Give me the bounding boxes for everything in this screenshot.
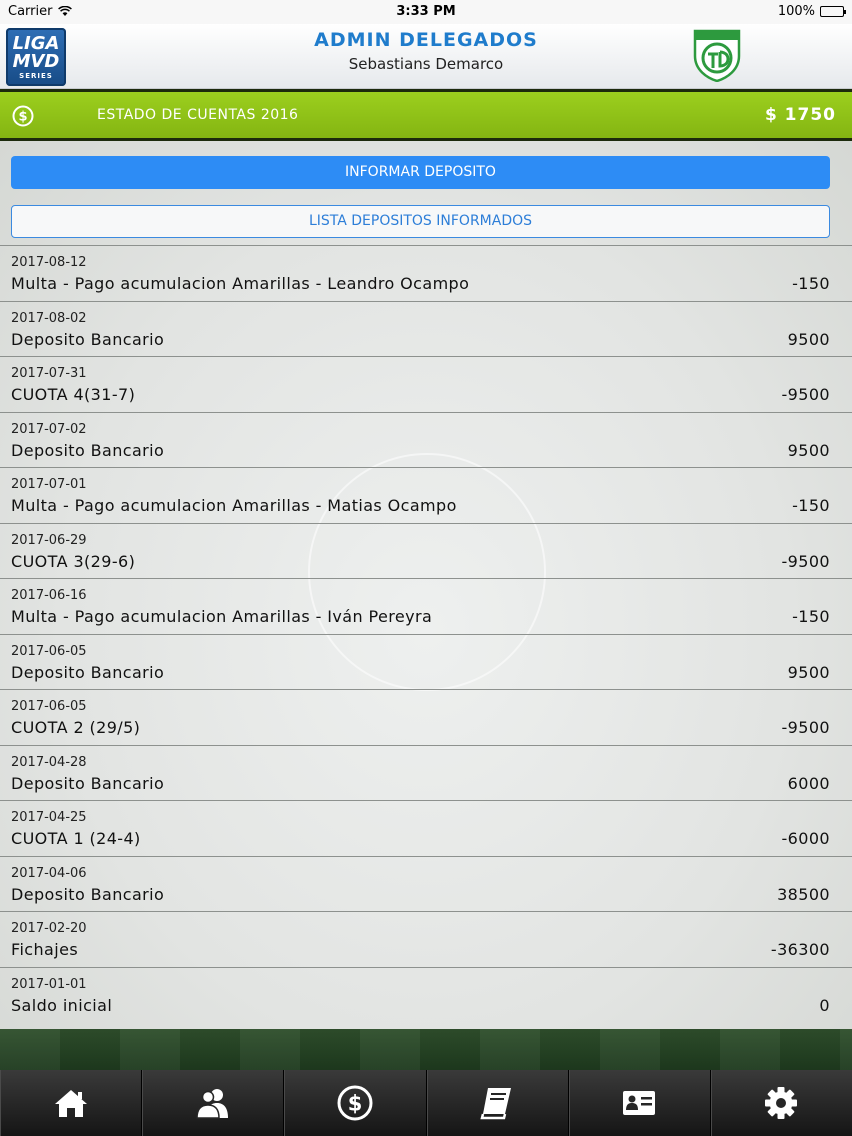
transaction-date: 2017-08-02 — [11, 310, 87, 326]
logo-text-line3: SERIES — [19, 71, 53, 80]
transaction-row[interactable] — [0, 745, 852, 801]
transaction-date: 2017-04-25 — [11, 810, 87, 825]
transaction-amount: -36300 — [770, 940, 830, 959]
transaction-date: 2017-04-28 — [11, 754, 87, 770]
tab-accounts[interactable] — [284, 1070, 426, 1136]
transaction-date: 2017-01-01 — [11, 976, 87, 992]
gear-icon — [762, 1084, 800, 1122]
transaction-date: 2017-07-01 — [11, 477, 87, 492]
dollar-circle-icon — [336, 1084, 374, 1122]
transaction-date: 2017-04-06 — [11, 865, 87, 881]
status-bar — [0, 0, 852, 24]
transaction-amount: -9500 — [781, 718, 830, 737]
grass-background — [0, 1029, 852, 1070]
transaction-row[interactable] — [0, 245, 852, 301]
transaction-row[interactable] — [0, 412, 852, 468]
tab-settings[interactable] — [711, 1070, 852, 1136]
transaction-amount: -9500 — [781, 551, 830, 571]
battery-indicator — [778, 4, 844, 19]
home-icon — [52, 1084, 90, 1122]
transaction-row[interactable] — [0, 911, 852, 967]
transaction-list — [0, 245, 852, 1022]
club-crest-icon — [691, 28, 743, 82]
tab-id-card[interactable] — [569, 1070, 711, 1136]
transaction-date: 2017-06-29 — [11, 532, 87, 548]
tab-players[interactable] — [142, 1070, 284, 1136]
transaction-row[interactable] — [0, 856, 852, 912]
transaction-amount: 0 — [819, 995, 830, 1015]
transaction-description: Multa - Pago acumulacion Amarillas - Leandro Ocampo — [11, 274, 470, 293]
book-icon — [478, 1084, 516, 1122]
transaction-description: Multa - Pago acumulacion Amarillas - Iván Pereyra — [11, 607, 433, 626]
transaction-date: 2017-07-02 — [11, 421, 87, 437]
transaction-amount: -6000 — [781, 829, 830, 848]
users-icon — [194, 1084, 232, 1122]
transaction-date: 2017-07-31 — [11, 366, 87, 381]
transaction-description: CUOTA 4(31-7) — [11, 385, 136, 404]
transaction-description: Deposito Bancario — [11, 662, 165, 682]
transaction-description: Deposito Bancario — [11, 329, 165, 349]
transaction-description: Fichajes — [11, 940, 79, 959]
battery-percent: 100% — [777, 4, 815, 19]
transaction-row[interactable] — [0, 356, 852, 412]
tab-home[interactable] — [0, 1070, 142, 1136]
svg-text:$: $ — [18, 109, 28, 125]
page-title: ADMIN DELEGADOS — [314, 29, 538, 51]
transaction-description: Deposito Bancario — [11, 773, 165, 793]
transaction-row[interactable] — [0, 578, 852, 634]
transaction-row[interactable] — [0, 301, 852, 357]
account-label: ESTADO DE CUENTAS 2016 — [97, 107, 299, 123]
transaction-description: Saldo inicial — [11, 995, 113, 1015]
transaction-date: 2017-06-05 — [11, 643, 87, 659]
transaction-amount: 9500 — [787, 440, 830, 460]
deposit-list-button[interactable]: LISTA DEPOSITOS INFORMADOS — [11, 205, 830, 238]
transaction-description: Deposito Bancario — [11, 884, 165, 904]
logo-text-line1: LIGA — [12, 32, 60, 54]
transaction-description: Multa - Pago acumulacion Amarillas - Matias Ocampo — [11, 496, 457, 515]
transaction-row[interactable] — [0, 689, 852, 745]
logo-text-line2: MVD — [12, 50, 60, 72]
transaction-row[interactable] — [0, 467, 852, 523]
transaction-date: 2017-06-16 — [11, 588, 87, 603]
tab-book[interactable] — [427, 1070, 569, 1136]
transaction-description: CUOTA 1 (24-4) — [11, 829, 141, 848]
transaction-amount: 6000 — [787, 773, 830, 793]
transaction-row[interactable] — [0, 523, 852, 579]
svg-text:$: $ — [347, 1091, 363, 1116]
transaction-amount: -9500 — [781, 385, 830, 404]
transaction-date: 2017-08-12 — [11, 255, 87, 270]
account-summary-bar[interactable] — [0, 89, 852, 141]
tab-bar — [0, 1070, 852, 1136]
transaction-row[interactable] — [0, 634, 852, 690]
transaction-amount: -150 — [792, 274, 830, 293]
carrier-label: Carrier — [8, 4, 53, 19]
app-header — [0, 24, 852, 89]
transaction-description: Deposito Bancario — [11, 440, 165, 460]
id-card-icon — [620, 1084, 658, 1122]
transaction-date: 2017-06-05 — [11, 699, 87, 714]
battery-icon — [820, 6, 844, 17]
user-name: Sebastians Demarco — [348, 55, 504, 73]
transaction-amount: 38500 — [777, 884, 830, 904]
transaction-amount: -150 — [792, 607, 830, 626]
transaction-amount: 9500 — [787, 662, 830, 682]
account-balance: $ 1750 — [764, 105, 836, 125]
transaction-row[interactable] — [0, 967, 852, 1023]
transaction-row[interactable] — [0, 800, 852, 856]
clock: 3:33 PM — [396, 4, 456, 19]
transaction-date: 2017-02-20 — [11, 921, 87, 936]
report-deposit-button[interactable]: INFORMAR DEPOSITO — [11, 156, 830, 189]
transactions-panel — [0, 141, 852, 1029]
transaction-amount: 9500 — [787, 329, 830, 349]
transaction-amount: -150 — [792, 496, 830, 515]
transaction-description: CUOTA 2 (29/5) — [11, 718, 141, 737]
transaction-description: CUOTA 3(29-6) — [11, 551, 136, 571]
dollar-circle-icon — [12, 105, 34, 127]
